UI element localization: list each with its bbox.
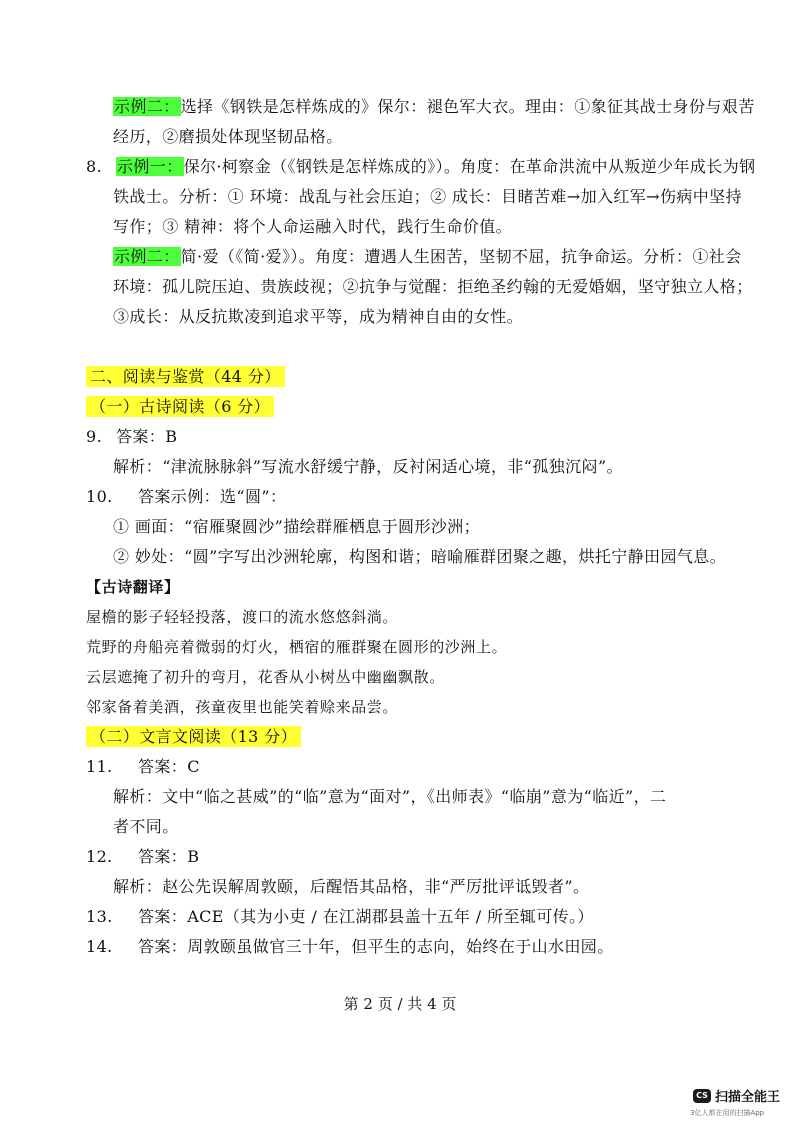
subsection-classical-title: （二）文言文阅读（13 分） — [86, 726, 301, 747]
q11-number: 11. — [86, 757, 113, 776]
q9-answer: 答案：B — [116, 427, 178, 446]
q8-line-4 — [113, 246, 742, 268]
q8-number: 8. — [86, 157, 103, 176]
q8-line-3: 写作；③ 精神：将个人命运融入时代，践行生命价值。 — [113, 217, 513, 236]
q12-answer: 答案：B — [138, 847, 200, 866]
translation-line-1: 屋檐的影子轻轻投落，渡口的流水悠悠斜淌。 — [86, 608, 399, 626]
q12-analysis: 解析：赵公先误解周敦颐，后醒悟其品格，非“严厉批评诋毁者”。 — [113, 877, 590, 896]
translation-line-2: 荒野的舟船亮着微弱的灯火，栖宿的雁群聚在圆形的沙洲上。 — [86, 638, 508, 656]
q10-answer: 答案示例：选“圆”： — [138, 487, 287, 506]
q11-answer-line — [86, 756, 200, 778]
q13-answer: 答案：ACE（其为小吏 / 在江湖郡县盖十五年 / 所至辄可传。） — [138, 907, 594, 926]
q10-number: 10. — [86, 487, 113, 506]
section-two-heading — [86, 366, 285, 388]
q8-line-6: ③成长：从反抗欺凌到追求平等，成为精神自由的女性。 — [113, 307, 524, 326]
q8-line-2: 铁战士。分析：① 环境：战乱与社会压迫；② 成长：目睹苦难→加入红军→伤病中坚持 — [113, 187, 742, 206]
example-two-tag: 示例二： — [114, 97, 180, 116]
section-two-title: 二、阅读与鉴赏（44 分） — [86, 366, 285, 387]
q9-number: 9. — [86, 427, 103, 446]
q10-point-2: ② 妙处：“圆”字写出沙洲轮廓，构图和谐；暗喻雁群团聚之趣，烘托宁静田园气息。 — [113, 547, 727, 566]
q10-answer-line — [86, 486, 286, 508]
q11-analysis-1: 解析：文中“临之甚威”的“临”意为“面对”，《出师表》“临崩”意为“临近”，二 — [113, 787, 667, 806]
q8-line-1 — [86, 156, 756, 178]
q9-analysis: 解析：“津流脉脉斜”写流水舒缓宁静，反衬闲适心境，非“孤独沉闷”。 — [113, 457, 623, 476]
scanner-app-name: 扫描全能王 — [715, 1090, 781, 1105]
q11-answer: 答案：C — [138, 757, 200, 776]
example-two-line-2: 经历，②磨损处体现坚韧品格。 — [113, 127, 343, 146]
q10-point-1: ① 画面：“宿雁聚圆沙”描绘群雁栖息于圆形沙洲； — [113, 517, 481, 536]
cs-logo-icon: CS — [693, 1089, 711, 1103]
q9-answer-line — [86, 426, 177, 448]
translation-line-4: 邻家备着美酒，孩童夜里也能笑着赊来品尝。 — [86, 698, 399, 716]
subsection-poem-heading — [86, 396, 274, 418]
q14-answer-line — [86, 936, 614, 958]
q13-number: 13. — [86, 907, 113, 926]
q8-text-1: 保尔·柯察金（《钢铁是怎样炼成的》）。角度：在革命洪流中从叛逆少年成长为钢 — [183, 157, 756, 176]
subsection-classical-heading — [86, 726, 301, 748]
example-two-text: 选择《钢铁是怎样炼成的》保尔：褪色军大衣。理由：①象征其战士身份与艰苦 — [180, 97, 755, 116]
scanner-badge — [693, 1086, 780, 1105]
q13-answer-line — [86, 906, 594, 928]
q12-number: 12. — [86, 847, 113, 866]
translation-line-3: 云层遮掩了初升的弯月，花香从小树丛中幽幽飘散。 — [86, 668, 445, 686]
subsection-poem-title: （一）古诗阅读（6 分） — [86, 396, 274, 417]
q11-analysis-2: 者不同。 — [113, 817, 179, 836]
q8-line-5: 环境：孤儿院压迫、贵族歧视；②抗争与觉醒：拒绝圣约翰的无爱婚姻，坚守独立人格； — [113, 277, 753, 296]
q8-example-one-tag: 示例一： — [117, 157, 183, 176]
example-two-line-1 — [113, 96, 755, 118]
translation-title: 【古诗翻译】 — [86, 578, 180, 596]
q14-number: 14. — [86, 937, 113, 956]
q14-answer: 答案：周敦颐虽做官三十年，但平生的志向，始终在于山水田园。 — [138, 937, 614, 956]
page-number: 第 2 页 / 共 4 页 — [343, 995, 457, 1013]
scanner-tagline: 3亿人都在用的扫描App — [690, 1109, 765, 1117]
q8-text-4: 简·爱（《简·爱》）。角度：遭遇人生困苦，坚韧不屈，抗争命运。分析：①社会 — [180, 247, 742, 266]
q12-answer-line — [86, 846, 199, 868]
q8-example-two-tag: 示例二： — [114, 247, 180, 266]
